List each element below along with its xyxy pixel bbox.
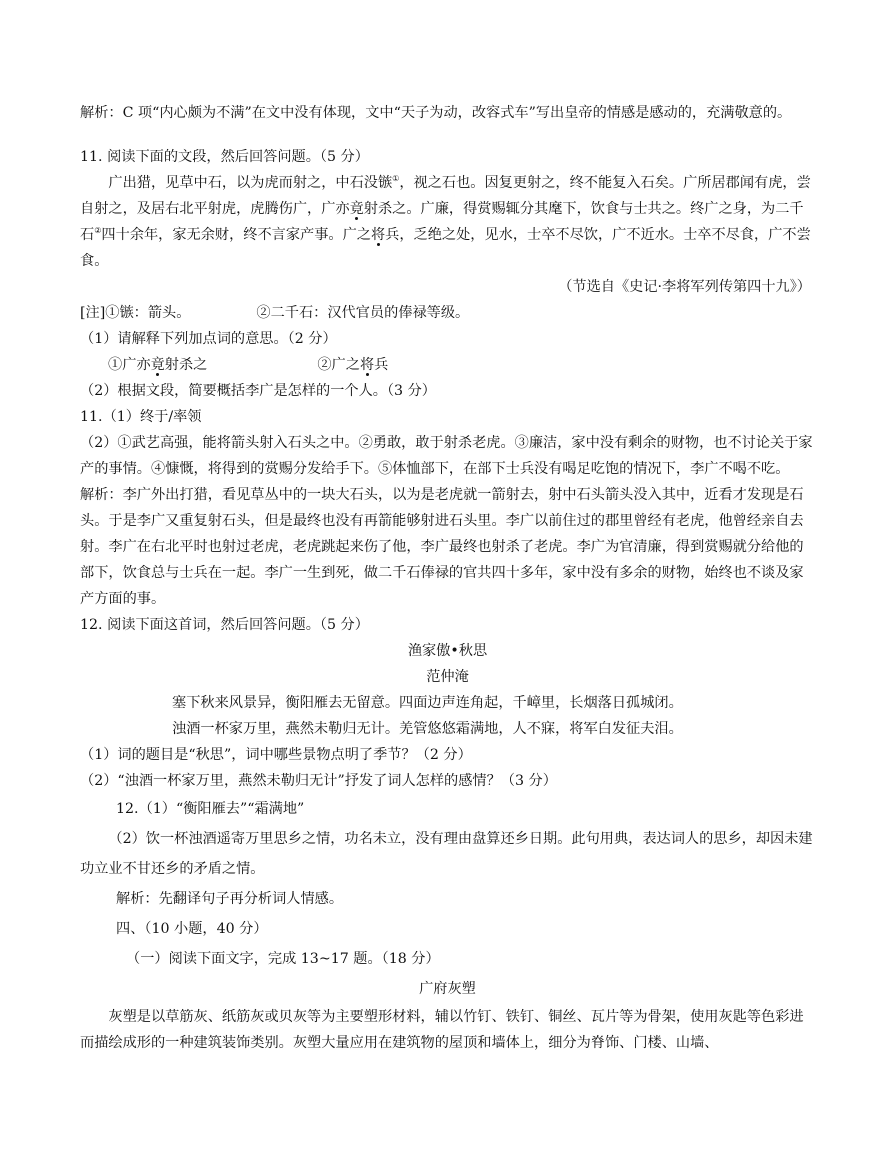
q11-passage: 广出猎，见草中石，以为虎而射之，中石没镞①，视之石也。因复更射之，终不能复入石矣。广所居郡闻有虎，尝自射之，及居右北平射虎，虎腾伤广，广亦竟射杀之。广廉，得赏赐辄分其麾下，饮食与士共之。终广之身，为二千石②四十余年，家无余财，终不言家产事。广之将兵，乏绝之处，见水，士卒不尽饮，广不近水。士卒不尽食，广不尝食。 [80, 174, 811, 269]
dotted-word-2: 将 [370, 227, 386, 243]
q11-title: 11. 阅读下面的文段，然后回答问题。（5 分） [80, 149, 369, 165]
article-paragraph-1: 灰塑是以草筋灰、纸筋灰或贝灰等为主要塑形材料，辅以竹钉、铁钉、铜丝、瓦片等为骨架，使用灰匙等色彩进而描绘成形的一种建筑装饰类别。灰塑大量应用在建筑物的屋顶和墙体上，细分为脊饰、门楼、山墙、 [80, 1009, 804, 1051]
note-2: ②二千石：汉代官员的俸禄等级。 [256, 305, 470, 321]
dotted-word-1: 竟 [349, 201, 364, 217]
section-4-sub: （一）阅读下面文字，完成 13~17 题。（18 分） [126, 951, 440, 967]
q11-sub2: （2）根据文段，简要概括李广是怎样的一个人。（3 分） [80, 383, 436, 399]
q11-sub1: （1）请解释下列加点词的意思。（2 分） [80, 331, 337, 347]
note-1: [注]①镞：箭头。 [80, 305, 191, 321]
q12-answer-2: （2）饮一杯浊酒遥寄万里思乡之情，功名未立，没有理由盘算还乡日期。此句用典，表达词人的思乡，却因未建功立业不甘还乡的矛盾之情。 [80, 831, 813, 877]
q11-source: （节选自《史记·李将军列传第四十九》） [558, 279, 811, 295]
q11-sub1-item-a: ①广亦竟射杀之 [108, 357, 208, 373]
poem-title: 渔家傲•秋思 [407, 643, 488, 659]
q11-answer-1: 11.（1）终于/率领 [80, 409, 202, 425]
document-page [80, 100, 815, 1056]
poem-line-2: 浊酒一杯家万里，燕然未勒归无计。羌管悠悠霜满地，人不寐，将军白发征夫泪。 [172, 721, 683, 737]
q12-sub2: （2）“浊酒一杯家万里，燕然未勒归无计”抒发了词人怎样的感情？（3 分） [80, 773, 557, 789]
footnote-mark-1: ① [392, 174, 400, 183]
section-4-title: 四、（10 小题，40 分） [116, 921, 268, 937]
q12-answer-1: 12.（1）“衡阳雁去”“霜满地” [116, 801, 305, 817]
poem-line-1: 塞下秋来风景异，衡阳雁去无留意。四面边声连角起，千嶂里，长烟落日孤城闭。 [172, 695, 683, 711]
q11-notes [80, 300, 815, 326]
q12-title: 12. 阅读下面这首词，然后回答问题。（5 分） [80, 617, 369, 633]
q11-sub1-item-b: ②广之将兵 [317, 357, 389, 373]
q11-analysis: 解析：李广外出打猎，看见草丛中的一块大石头，以为是老虎就一箭射去，射中石头箭头没入其中，近看才发现是石头。于是李广又重复射石头，但是最终也没有再箭能够射进石头里。李广以前住过的郡里曾经有老虎，他曾经亲自去射。李广在右北平时也射过老虎，老虎跳起来伤了他，李广最终也射杀了老虎。李广为官清廉，得到赏赐就分给他的部下，饮食总与士兵在一起。李广一生到死，做二千石俸禄的官共四十多年，家中没有多余的财物，始终也不谈及家产方面的事。 [80, 487, 804, 607]
q12-analysis: 解析：先翻译句子再分析词人情感。 [116, 891, 344, 907]
footnote-mark-2: ② [94, 226, 102, 235]
poem-author: 范仲淹 [426, 669, 469, 685]
analysis-c: 解析：C 项“内心颇为不满”在文中没有体现，文中“天子为动，改容式车”写出皇帝的情感是感动的，充满敬意的。 [80, 105, 792, 121]
q12-sub1: （1）词的题目是“秋思”，词中哪些景物点明了季节？（2 分） [80, 747, 472, 763]
article-title: 广府灰塑 [419, 981, 476, 997]
q11-answer-2: （2）①武艺高强，能将箭头射入石头之中。②勇敢，敢于射杀老虎。③廉洁，家中没有剩余的财物，也不讨论关于家产的事情。④慷慨，将得到的赏赐分发给手下。⑤体恤部下，在部下士兵没有喝足吃饱的情况下，李广不喝不吃。 [80, 435, 813, 477]
q11-sub1-items [80, 352, 815, 378]
